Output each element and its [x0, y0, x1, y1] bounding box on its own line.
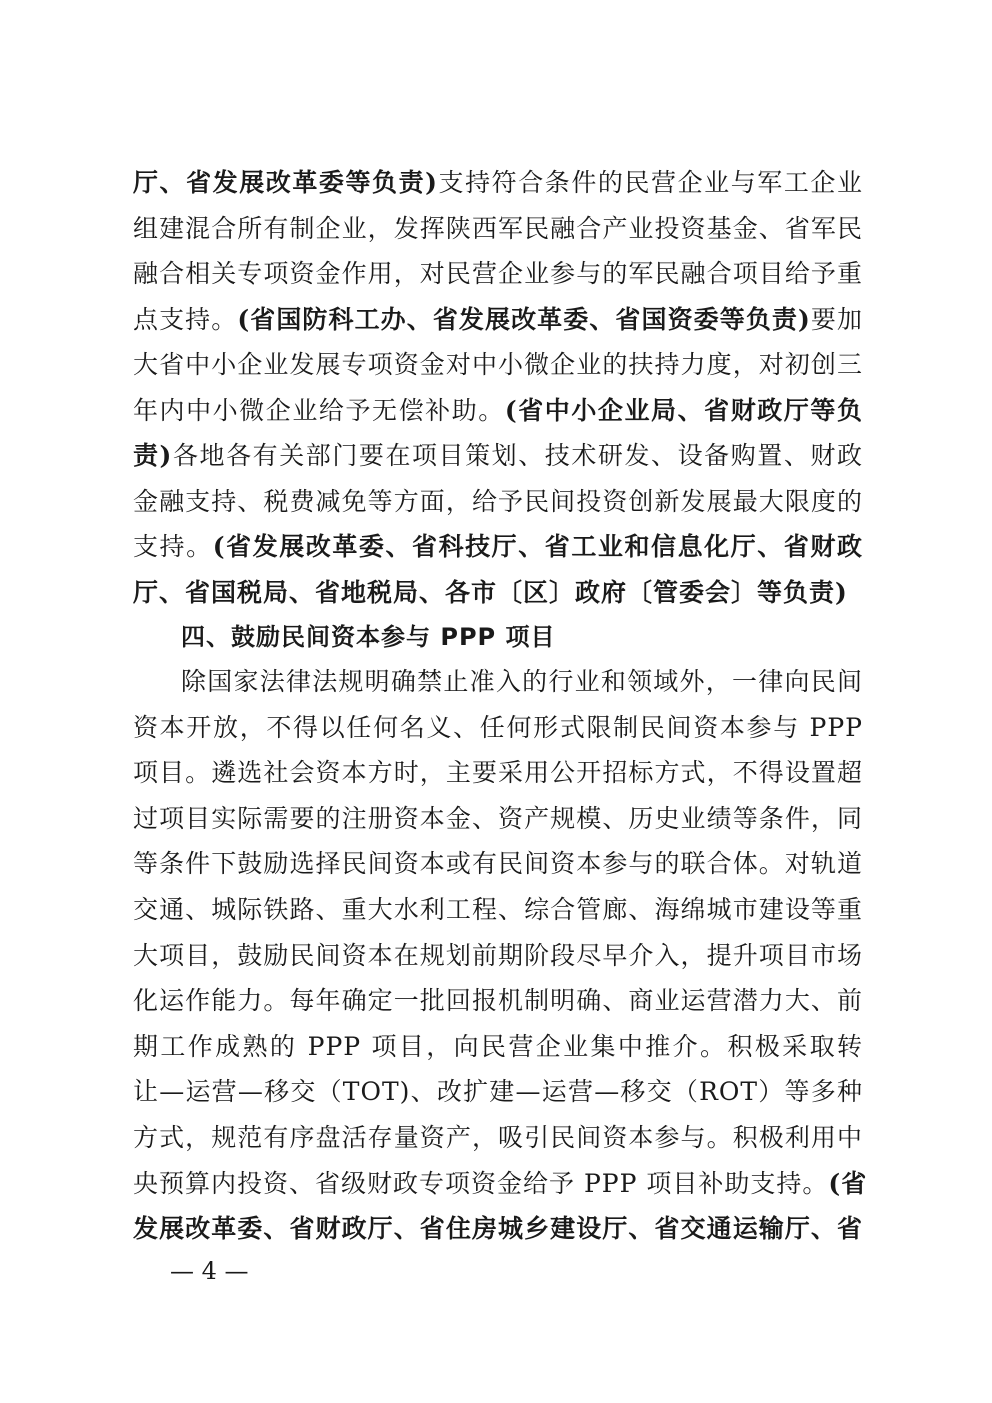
text-span: 化运作能力。每年确定一批回报机制明确、商业运营潜力大、前 [133, 986, 863, 1016]
text-line [181, 667, 863, 697]
text-line [133, 532, 863, 562]
text-line [133, 713, 863, 743]
text-line [133, 350, 863, 380]
text-span: 大省中小企业发展专项资金对中小微企业的扶持力度，对初创三 [133, 350, 863, 379]
responsible-departments: (省发展改革委、省科技厅、省工业和信息化厅、省财政 [212, 532, 863, 561]
responsible-departments: (省 [828, 1168, 868, 1198]
page-number: — 4 — [170, 1257, 249, 1285]
text-line [133, 1168, 868, 1199]
text-line [133, 168, 863, 198]
text-span: 除国家法律法规明确禁止准入的行业和领域外，一律向民间 [181, 667, 863, 696]
text-span: 让—运营—移交（TOT)、改扩建—运营—移交（ROT）等多种 [133, 1077, 863, 1107]
text-span: 资本开放，不得以任何名义、任何形式限制民间资本参与 PPP [133, 712, 863, 742]
text-span: 方式，规范有序盘活存量资产，吸引民间资本参与。积极利用中 [133, 1123, 863, 1152]
responsible-departments: 厅、省发展改革委等负责) [133, 168, 438, 197]
text-line [133, 578, 863, 608]
text-line [133, 986, 863, 1016]
text-line [133, 259, 863, 289]
text-span: 支持。 [133, 532, 213, 561]
text-span: 交通、城际铁路、重大水利工程、综合管廊、海绵城市建设等重 [133, 895, 863, 924]
text-span: 项目。遴选社会资本方时，主要采用公开招标方式，不得设置超 [133, 758, 863, 788]
text-line [133, 487, 863, 517]
responsible-departments: 责) [133, 441, 173, 470]
text-line [133, 849, 863, 879]
text-line [133, 1077, 863, 1107]
text-line [133, 804, 863, 834]
text-span: 金融支持、税费减免等方面，给予民间投资创新发展最大限度的 [133, 486, 863, 516]
text-span: 要加 [810, 304, 863, 334]
text-span: 年内中小微企业给予无偿补助。 [133, 395, 505, 425]
text-line [133, 214, 863, 244]
section-heading-ppp: 四、鼓励民间资本参与 PPP 项目 [181, 623, 556, 651]
responsible-departments: 厅、省国税局、省地税局、各市〔区〕政府〔管委会〕等负责) [133, 577, 848, 607]
text-line [133, 1123, 863, 1153]
text-line [133, 396, 863, 426]
text-line [133, 941, 863, 971]
text-span: 融合相关专项资金作用，对民营企业参与的军民融合项目给予重 [133, 259, 863, 288]
text-line [133, 305, 863, 335]
responsible-departments: (省国防科工办、省发展改革委、省国资委等负责) [237, 304, 811, 334]
text-span: 各地各有关部门要在项目策划、技术研发、设备购置、财政 [172, 441, 863, 470]
responsible-departments: (省中小企业局、省财政厅等负 [504, 395, 863, 425]
text-span: 组建混合所有制企业，发挥陕西军民融合产业投资基金、省军民 [133, 213, 863, 243]
text-line [133, 895, 863, 925]
text-span: 等条件下鼓励选择民间资本或有民间资本参与的联合体。对轨道 [133, 849, 863, 879]
text-line [133, 441, 863, 471]
text-line [133, 1214, 863, 1244]
text-span: 点支持。 [133, 304, 238, 334]
text-line [133, 1032, 863, 1062]
text-span: 过项目实际需要的注册资本金、资产规模、历史业绩等条件，同 [133, 803, 863, 833]
text-span: 期工作成熟的 PPP 项目，向民营企业集中推介。积极采取转 [133, 1031, 863, 1061]
text-span: 央预算内投资、省级财政专项资金给予 PPP 项目补助支持。 [133, 1168, 829, 1198]
text-span: 支持符合条件的民营企业与军工企业 [438, 168, 863, 197]
text-line [133, 758, 863, 788]
responsible-departments: 发展改革委、省财政厅、省住房城乡建设厅、省交通运输厅、省 [133, 1214, 863, 1244]
text-span: 大项目，鼓励民间资本在规划前期阶段尽早介入，提升项目市场 [133, 940, 863, 970]
